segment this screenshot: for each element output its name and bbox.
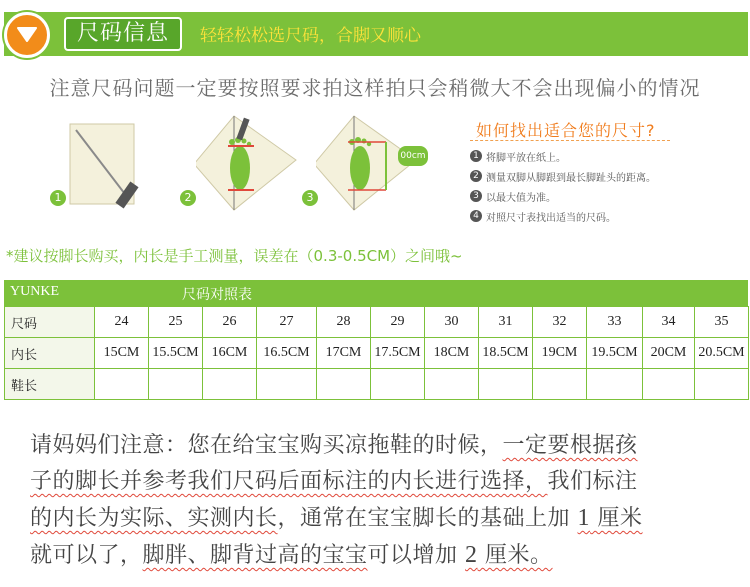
- advice-text: *建议按脚长购买，内长是手工测量，误差在（0.3-0.5CM）之间哦~: [6, 247, 463, 265]
- inner-length-cell: 16CM: [203, 338, 257, 369]
- howto-list: [470, 146, 656, 226]
- note-line: [30, 537, 730, 574]
- step-1-illustration: [62, 112, 172, 216]
- size-cell: 34: [643, 307, 695, 338]
- shoe-length-cell: [479, 369, 533, 400]
- inner-length-cell: 17CM: [317, 338, 371, 369]
- howto-item: [470, 166, 656, 186]
- howto-item: [470, 206, 656, 226]
- step-1-number: 1: [50, 190, 66, 206]
- note-text: ，通常在宝宝脚长的基础上加: [277, 506, 578, 531]
- row-label: 内长: [5, 338, 95, 369]
- inner-length-cell: 16.5CM: [257, 338, 317, 369]
- step-2-number: 2: [180, 190, 196, 206]
- row-label: 鞋长: [5, 369, 95, 400]
- notice-text: 注意尺码问题一定要按照要求拍这样拍只会稍微大不会出现偏小的情况: [49, 76, 701, 100]
- howto-item-text: 对照尺寸表找出适当的尺码。: [486, 212, 616, 224]
- note-text: 就可以了，: [30, 543, 143, 568]
- chevron-down-icon: [17, 27, 37, 43]
- howto-item-number: 4: [470, 210, 482, 222]
- size-cell: 26: [203, 307, 257, 338]
- section-title: 尺码信息: [64, 17, 182, 51]
- size-cell: 31: [479, 307, 533, 338]
- note-emphasis: 厘米。: [477, 543, 553, 568]
- size-cell: 30: [425, 307, 479, 338]
- size-cell: 32: [533, 307, 587, 338]
- shoe-length-row: [5, 369, 749, 400]
- inner-length-cell: 19CM: [533, 338, 587, 369]
- howto-item-number: 2: [470, 170, 482, 182]
- size-table: [4, 280, 748, 400]
- size-table-title: 尺码对照表: [182, 287, 252, 303]
- howto-item: [470, 146, 656, 166]
- step-3-number: 3: [302, 190, 318, 206]
- section-subtitle: 轻轻松松选尺码，合脚又顺心: [200, 26, 421, 46]
- note-number: 1: [577, 505, 591, 531]
- inner-length-cell: 18.5CM: [479, 338, 533, 369]
- note-text: 可以增加: [367, 543, 466, 568]
- inner-length-cell: 19.5CM: [587, 338, 643, 369]
- shoe-length-cell: [371, 369, 425, 400]
- note-emphasis: 一定要根据孩: [502, 433, 638, 458]
- note-emphasis: 厘米: [590, 506, 643, 531]
- note-number: 2: [465, 542, 478, 568]
- paper-pen-icon: [62, 112, 172, 212]
- howto-title: 如何找出适合您的尺寸?: [476, 121, 656, 140]
- inner-length-cell: 20CM: [643, 338, 695, 369]
- header-badge: [4, 12, 50, 58]
- note-line: [30, 428, 730, 464]
- size-cell: 35: [695, 307, 749, 338]
- inner-length-cell: 18CM: [425, 338, 479, 369]
- shoe-length-cell: [149, 369, 203, 400]
- step-2-illustration: [196, 112, 306, 216]
- size-cell: 33: [587, 307, 643, 338]
- size-cell: 29: [371, 307, 425, 338]
- howto-divider: [470, 140, 670, 141]
- shoe-length-cell: [695, 369, 749, 400]
- brand-name: YUNKE: [10, 284, 59, 299]
- shoe-length-cell: [95, 369, 149, 400]
- note-line: [30, 464, 730, 500]
- note-emphasis: 子的脚长并参考我们尺码后面标注的内长进行选择，: [30, 469, 548, 494]
- note-emphasis: 的内长为实际、实测内长: [30, 506, 278, 531]
- note-text: 我们标注: [547, 469, 638, 494]
- howto-item-text: 测量双脚从脚跟到最长脚趾头的距离。: [486, 172, 656, 184]
- inner-length-cell: 15CM: [95, 338, 149, 369]
- size-cell: 24: [95, 307, 149, 338]
- size-cell: 25: [149, 307, 203, 338]
- size-cell: 28: [317, 307, 371, 338]
- foot-on-paper-icon: [196, 112, 306, 212]
- row-label: 尺码: [5, 307, 95, 338]
- measure-label: 00cm: [398, 146, 428, 166]
- shoe-length-cell: [643, 369, 695, 400]
- shoe-length-cell: [425, 369, 479, 400]
- inner-length-cell: 20.5CM: [695, 338, 749, 369]
- howto-item: [470, 186, 656, 206]
- shoe-length-cell: [533, 369, 587, 400]
- size-cell: 27: [257, 307, 317, 338]
- howto-item-text: 以最大值为准。: [486, 192, 556, 204]
- inner-length-row: [5, 338, 749, 369]
- howto-item-number: 3: [470, 190, 482, 202]
- shoe-length-cell: [317, 369, 371, 400]
- howto-item-text: 将脚平放在纸上。: [486, 152, 566, 164]
- size-row: [5, 307, 749, 338]
- size-grid: [4, 306, 749, 400]
- parent-note: [30, 428, 730, 574]
- inner-length-cell: 17.5CM: [371, 338, 425, 369]
- note-text: 请妈妈们注意：您在给宝宝购买凉拖鞋的时候，: [30, 433, 503, 458]
- shoe-length-cell: [203, 369, 257, 400]
- howto-item-number: 1: [470, 150, 482, 162]
- inner-length-cell: 15.5CM: [149, 338, 203, 369]
- shoe-length-cell: [257, 369, 317, 400]
- note-line: [30, 500, 730, 537]
- note-emphasis: 脚胖、脚背过高的宝宝: [142, 543, 368, 568]
- shoe-length-cell: [587, 369, 643, 400]
- size-table-header: [4, 280, 748, 306]
